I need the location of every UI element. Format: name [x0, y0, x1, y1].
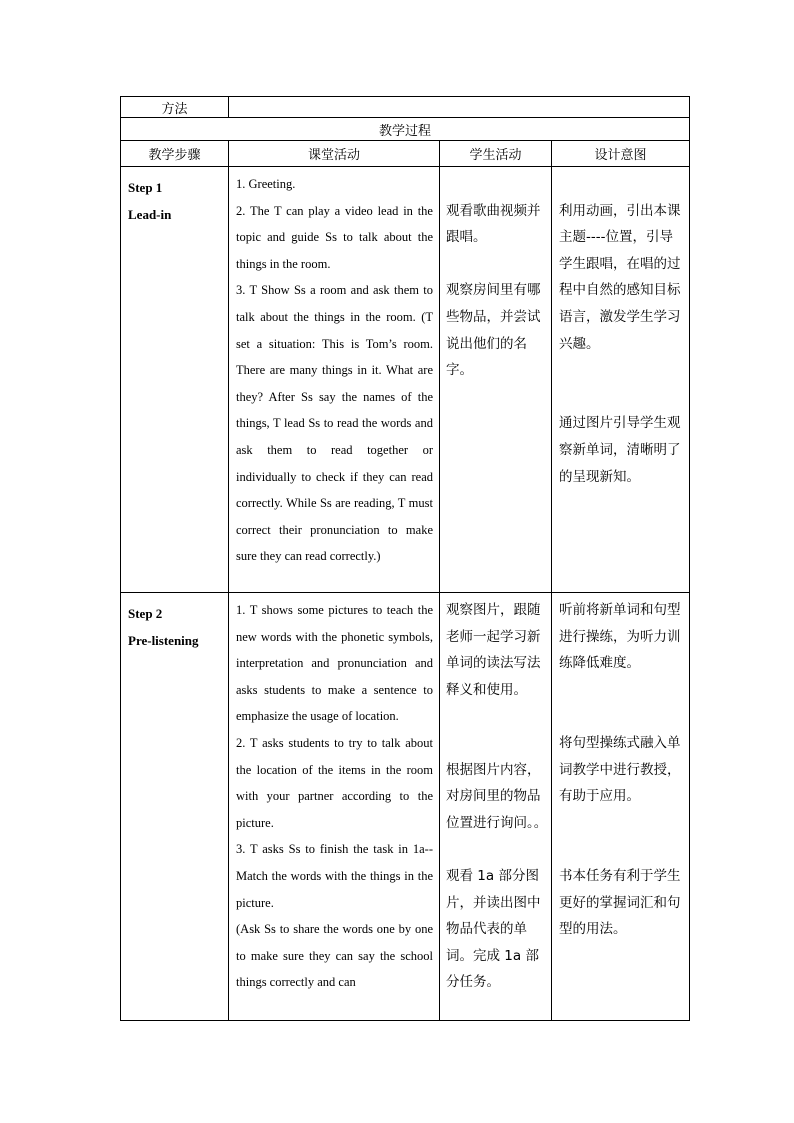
activity-item: 1. T shows some pictures to teach the new words with the phonetic symbols, interpretation and pronunciation and asks students to make a sentence to emphasize the usage of location.: [236, 603, 433, 724]
step-subtitle: Pre-listening: [128, 632, 199, 648]
design-cell: [552, 167, 690, 593]
activity-item: 3. T Show Ss a room and ask them to talk about the things in the room. (T set a situation: This is Tom’s room. There are many things in it. What are they? After Ss say the names of the things, T lead Ss to read the words and ask them to read together or individually to check if they can read correctly. While Ss are reading, T must correct their pronunciation to make sure they can read correctly.): [236, 283, 433, 564]
step-name: Step 2: [128, 606, 163, 621]
activity-item: 3. T asks Ss to finish the task in 1a--Match the words with the things in the picture.: [236, 842, 433, 910]
header-step: 教学步骤: [121, 141, 229, 167]
student-item: 观看 1a 部分图片，并读出图中物品代表的单词。完成 1a 部分任务。: [446, 867, 541, 991]
step-name: Step 1: [128, 180, 163, 195]
step-subtitle: Lead-in: [128, 206, 172, 222]
design-cell: [552, 593, 690, 1021]
process-title-row: [121, 118, 690, 141]
activity-cell: [229, 167, 440, 593]
step-row: [121, 167, 690, 593]
design-item: 将句型操练式融入单词教学中进行教授，有助于应用。: [559, 734, 681, 805]
step-cell: [121, 167, 229, 593]
process-title: 教学过程: [121, 118, 690, 141]
step-cell: [121, 593, 229, 1021]
design-item: 听前将新单词和句型进行操练，为听力训练降低难度。: [559, 602, 681, 672]
header-activity: 课堂活动: [229, 141, 440, 167]
method-label: 方法: [121, 97, 229, 118]
header-design: 设计意图: [552, 141, 690, 167]
step-row: [121, 593, 690, 1021]
activity-item: (Ask Ss to share the words one by one to make sure they can say the school things correctly and can: [236, 922, 433, 990]
column-header-row: [121, 141, 690, 167]
activity-item: 1. Greeting.: [236, 177, 296, 191]
activity-cell: [229, 593, 440, 1021]
header-student: 学生活动: [440, 141, 552, 167]
student-cell: [440, 167, 552, 593]
design-item: 利用动画，引出本课主题----位置，引导学生跟唱，在唱的过程中自然的感知目标语言，激发学生学习兴趣。: [559, 202, 681, 352]
student-cell: [440, 593, 552, 1021]
method-value: [229, 97, 690, 118]
student-item: 观察房间里有哪些物品，并尝试说出他们的名字。: [446, 282, 541, 379]
design-item: 书本任务有利于学生更好的掌握词汇和句型的用法。: [559, 867, 681, 938]
activity-item: 2. T asks students to try to talk about the location of the items in the room with your partner according to the picture.: [236, 735, 433, 830]
student-item: 根据图片内容，对房间里的物品位置进行询问。。: [446, 761, 548, 831]
student-item: 观察图片，跟随老师一起学习新单词的读法写法释义和使用。: [446, 602, 541, 698]
activity-item: 2. The T can play a video lead in the topic and guide Ss to talk about the things in the room.: [236, 203, 433, 271]
lesson-plan-table: [120, 96, 690, 1021]
method-row: [121, 97, 690, 118]
student-item: 观看歌曲视频并跟唱。: [446, 202, 541, 246]
design-item: 通过图片引导学生观察新单词，清晰明了的呈现新知。: [559, 415, 681, 485]
